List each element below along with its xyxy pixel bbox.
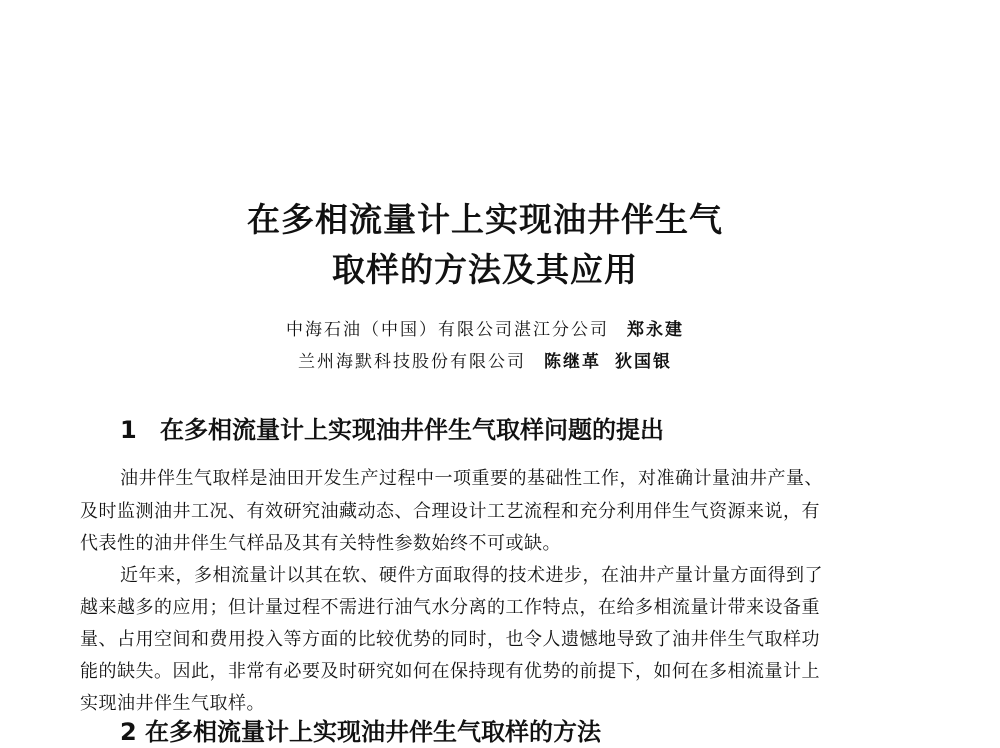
author-name: 陈继革 bbox=[544, 352, 601, 372]
paragraph-2-line: 实现油井伴生气取样。 bbox=[80, 693, 265, 714]
paragraph-2-line: 越来越多的应用；但计量过程不需进行油气水分离的工作特点，在给多相流量计带来设备重 bbox=[80, 597, 820, 618]
paragraph-1-line: 代表性的油井伴生气样品及其有关特性参数始终不可或缺。 bbox=[80, 533, 561, 554]
author-name: 狄国银 bbox=[615, 352, 672, 372]
paragraph-1-line: 及时监测油井工况、有效研究油藏动态、合理设计工艺流程和充分利用伴生气资源来说，有 bbox=[80, 501, 820, 522]
paragraph-2-line: 近年来，多相流量计以其在软、硬件方面取得的技术进步，在油井产量计量方面得到了 bbox=[120, 565, 823, 586]
section-heading-2-partial: 2 在多相流量计上实现油井伴生气取样的方法 bbox=[120, 718, 602, 746]
section-number: 1 bbox=[120, 416, 137, 444]
paragraph-1-line: 油井伴生气取样是油田开发生产过程中一项重要的基础性工作，对准确计量油井产量、 bbox=[120, 468, 823, 489]
author-affiliation-1 bbox=[150, 318, 820, 342]
author-affiliation-2 bbox=[150, 350, 820, 374]
paper-title-line-2: 取样的方法及其应用 bbox=[332, 250, 638, 289]
affiliation-org: 兰州海默科技股份有限公司 bbox=[298, 352, 526, 372]
author-name: 郑永建 bbox=[627, 320, 684, 340]
paragraph-2-line: 量、占用空间和费用投入等方面的比较优势的同时，也令人遗憾地导致了油井伴生气取样功 bbox=[80, 629, 820, 650]
section-heading-1 bbox=[120, 414, 664, 446]
affiliation-org: 中海石油（中国）有限公司湛江分公司 bbox=[286, 320, 609, 340]
section-title: 在多相流量计上实现油井伴生气取样问题的提出 bbox=[160, 416, 664, 444]
paragraph-2-line: 能的缺失。因此，非常有必要及时研究如何在保持现有优势的前提下，如何在多相流量计上 bbox=[80, 661, 820, 682]
paper-title-line-1: 在多相流量计上实现油井伴生气 bbox=[247, 200, 723, 239]
